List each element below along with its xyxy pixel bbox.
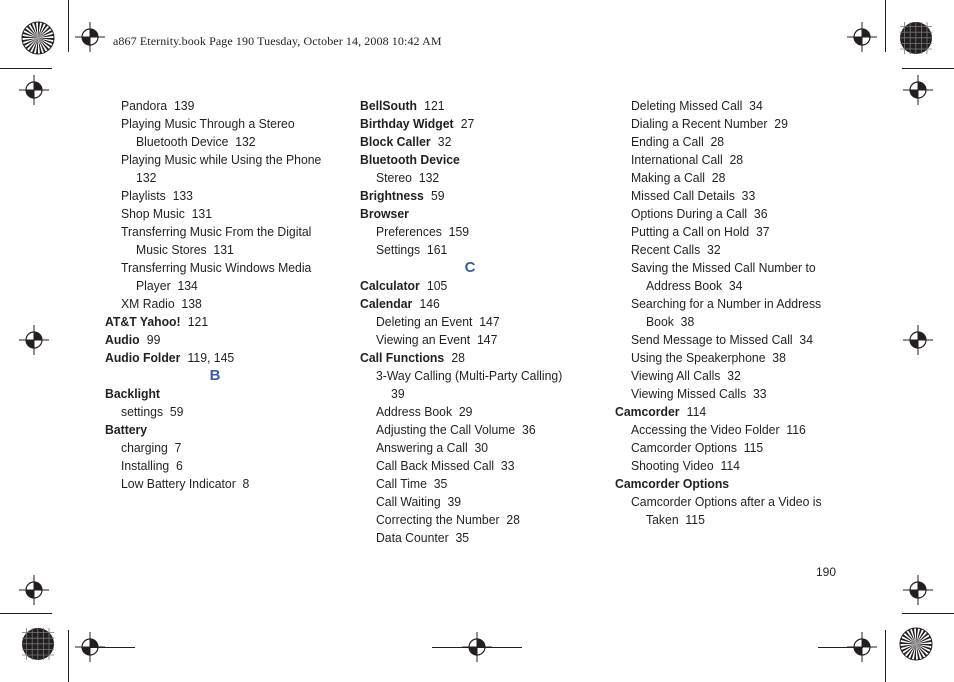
index-sub-entry [615,367,817,385]
index-main-entry [360,115,572,133]
index-main-entry [360,205,572,223]
index-main-entry [615,403,817,421]
index-page-ref: 146 [416,296,440,311]
index-page-ref: 105 [423,278,448,293]
index-sub-entry [105,97,307,115]
index-sub-entry [360,331,572,349]
crop-mark-line [902,613,954,614]
index-term: Audio Folder [105,350,181,365]
section-letter: C [464,259,476,276]
registration-crosshair-icon [903,75,933,105]
index-page-ref: 114 [683,404,707,419]
index-term: Brightness [360,188,424,203]
index-page-ref: 121 [420,98,445,113]
crop-mark-line [432,647,522,648]
index-sub-entry [360,367,572,403]
crop-mark-line [885,0,886,52]
index-main-entry [105,385,307,403]
index-main-entry [360,349,572,367]
index-sub-entry [615,295,822,331]
index-sub-entry [615,457,817,475]
index-sub-term: Data Counter 35 [375,530,470,545]
index-sub-term: Address Book 29 [375,404,473,419]
index-sub-entry [615,241,817,259]
index-main-entry [615,475,817,493]
index-sub-term: Missed Call Details 33 [630,188,756,203]
index-term: Backlight [105,386,161,401]
index-sub-term: Using the Speakerphone 38 [630,350,786,365]
index-sub-entry [105,205,307,223]
index-sub-term: Playing Music Through a Stereo [120,116,295,131]
crop-mark-line [0,613,52,614]
index-sub-term: Putting a Call on Hold 37 [630,224,770,239]
index-sub-term: Stereo 132 [375,170,440,185]
page-number: 190 [816,565,837,579]
index-sub-term: International Call 28 [630,152,744,167]
index-sub-term: Low Battery Indicator 8 [120,476,250,491]
index-sub-entry [105,187,307,205]
index-sub-term: Correcting the Number 28 [375,512,520,527]
index-sub-term: Viewing All Calls 32 [630,368,741,383]
index-sub-entry [615,439,817,457]
index-sub-term: Viewing an Event 147 [375,332,498,347]
registration-starburst-icon [21,21,55,55]
index-main-entry [360,97,572,115]
index-sub-term: Transferring Music Windows Media [120,260,312,275]
index-sub-term: Saving the Missed Call Number to [630,260,816,275]
index-sub-entry [105,475,307,493]
index-sub-term: settings 59 [120,404,184,419]
index-sub-entry [615,259,817,295]
index-sub-term-continued: Music Stores 131 [136,242,234,257]
index-sub-term: Accessing the Video Folder 116 [630,422,806,437]
registration-crosshair-icon [903,325,933,355]
index-sub-entry [360,421,572,439]
registration-crosshair-icon [19,75,49,105]
index-sub-entry [105,259,312,295]
index-sub-entry [615,421,817,439]
index-sub-entry [615,151,817,169]
crop-mark-line [902,68,954,69]
index-page-ref: 28 [447,350,465,365]
index-main-entry [105,331,307,349]
index-sub-term-continued: Player 134 [136,278,198,293]
index-sub-term: Dialing a Recent Number 29 [630,116,788,131]
index-sub-term: Deleting Missed Call 34 [630,98,763,113]
index-term: Birthday Widget [360,116,454,131]
index-column-1 [105,97,320,493]
index-sub-term: Searching for a Number in Address [630,296,822,311]
index-sub-term: Camcorder Options 115 [630,440,764,455]
index-sub-term: Deleting an Event 147 [375,314,500,329]
index-sub-entry [615,169,817,187]
index-sub-term-continued: 39 [391,386,405,401]
index-sub-term: Installing 6 [120,458,183,473]
index-page-ref: 32 [434,134,452,149]
crop-mark-line [818,647,863,648]
index-term: BellSouth [360,98,418,113]
index-main-entry [105,421,307,439]
index-sub-term: Camcorder Options after a Video is [630,494,822,509]
index-column-2 [360,97,585,547]
index-sub-term: Shop Music 131 [120,206,213,221]
index-main-entry [105,349,307,367]
index-sub-term: Adjusting the Call Volume 36 [375,422,536,437]
registration-crosshair-icon [847,22,877,52]
index-sub-term: Send Message to Missed Call 34 [630,332,814,347]
index-term: Camcorder Options [615,476,730,491]
index-sub-entry [105,295,307,313]
crop-mark-line [68,0,69,52]
index-term: Browser [360,206,409,221]
index-sub-entry [360,457,572,475]
crop-mark-line [68,630,69,682]
index-sub-term: Playing Music while Using the Phone [120,152,322,167]
print-header: a867 Eternity.book Page 190 Tuesday, October 14, 2008 10:42 AM [113,34,442,48]
index-term: AT&T Yahoo! [105,314,181,329]
index-sub-entry [615,385,817,403]
index-main-entry [360,133,572,151]
index-sub-term: Playlists 133 [120,188,193,203]
index-term: Battery [105,422,148,437]
index-sub-term: Recent Calls 32 [630,242,721,257]
index-sub-entry [615,133,817,151]
index-sub-term: Options During a Call 36 [630,206,768,221]
index-sub-term: 3-Way Calling (Multi-Party Calling) [375,368,563,383]
index-sub-entry [360,313,572,331]
index-sub-entry [360,403,572,421]
index-column-3 [615,97,830,529]
index-sub-term: Transferring Music From the Digital [120,224,312,239]
crop-mark-line [0,68,52,69]
index-sub-term: Settings 161 [375,242,448,257]
index-main-entry [360,277,572,295]
index-sub-entry [360,493,572,511]
index-page-ref: 99 [143,332,161,347]
index-sub-entry [615,349,817,367]
index-main-entry [360,187,572,205]
index-sub-term-continued: Address Book 34 [646,278,743,293]
index-sub-entry [360,223,572,241]
index-sub-term: Ending a Call 28 [630,134,725,149]
index-sub-entry [360,511,572,529]
index-term: Block Caller [360,134,431,149]
index-sub-entry [105,403,307,421]
index-page-ref: 119, 145 [184,350,235,365]
index-main-entry [360,295,572,313]
index-sub-term-continued: Book 38 [646,314,695,329]
index-sub-term: XM Radio 138 [120,296,202,311]
index-sub-entry [105,439,307,457]
index-term: Calendar [360,296,413,311]
index-sub-term-continued: Taken 115 [646,512,705,527]
index-sub-term: charging 7 [120,440,182,455]
index-term: Bluetooth Device [360,152,460,167]
index-sub-entry [105,115,307,151]
index-term: Audio [105,332,140,347]
index-sub-entry [615,97,817,115]
index-page-ref: 27 [457,116,475,131]
index-sub-term: Viewing Missed Calls 33 [630,386,767,401]
index-sub-entry [105,457,307,475]
crop-mark-line [90,647,135,648]
registration-crosshair-icon [19,575,49,605]
index-page-ref: 59 [427,188,445,203]
index-sub-entry [615,223,817,241]
registration-crosshair-icon [75,22,105,52]
section-letter: B [209,367,221,384]
index-main-entry [360,151,572,169]
index-sub-entry [360,241,572,259]
registration-crosshair-icon [19,325,49,355]
index-sub-entry [105,223,312,259]
index-term: Call Functions [360,350,445,365]
index-sub-entry [360,475,572,493]
registration-target-icon [21,627,55,661]
index-sub-term: Call Back Missed Call 33 [375,458,515,473]
index-sub-term-continued: Bluetooth Device 132 [136,134,256,149]
index-sub-entry [615,115,817,133]
index-sub-entry [105,151,322,187]
index-sub-term-continued: 132 [136,170,157,185]
index-sub-term: Preferences 159 [375,224,470,239]
index-sub-entry [360,529,572,547]
index-sub-term: Pandora 139 [120,98,195,113]
index-term: Calculator [360,278,420,293]
index-sub-entry [615,205,817,223]
index-sub-entry [615,493,822,529]
index-term: Camcorder [615,404,680,419]
index-main-entry [105,313,307,331]
index-sub-term: Shooting Video 114 [630,458,740,473]
registration-starburst-icon [899,627,933,661]
index-sub-term: Answering a Call 30 [375,440,489,455]
index-sub-term: Making a Call 28 [630,170,726,185]
index-sub-entry [615,331,817,349]
index-sub-entry [360,169,572,187]
index-page-ref: 121 [184,314,209,329]
registration-crosshair-icon [903,575,933,605]
crop-mark-line [885,630,886,682]
index-sub-entry [615,187,817,205]
index-sub-term: Call Waiting 39 [375,494,462,509]
index-sub-term: Call Time 35 [375,476,448,491]
registration-target-icon [899,21,933,55]
index-sub-entry [360,439,572,457]
